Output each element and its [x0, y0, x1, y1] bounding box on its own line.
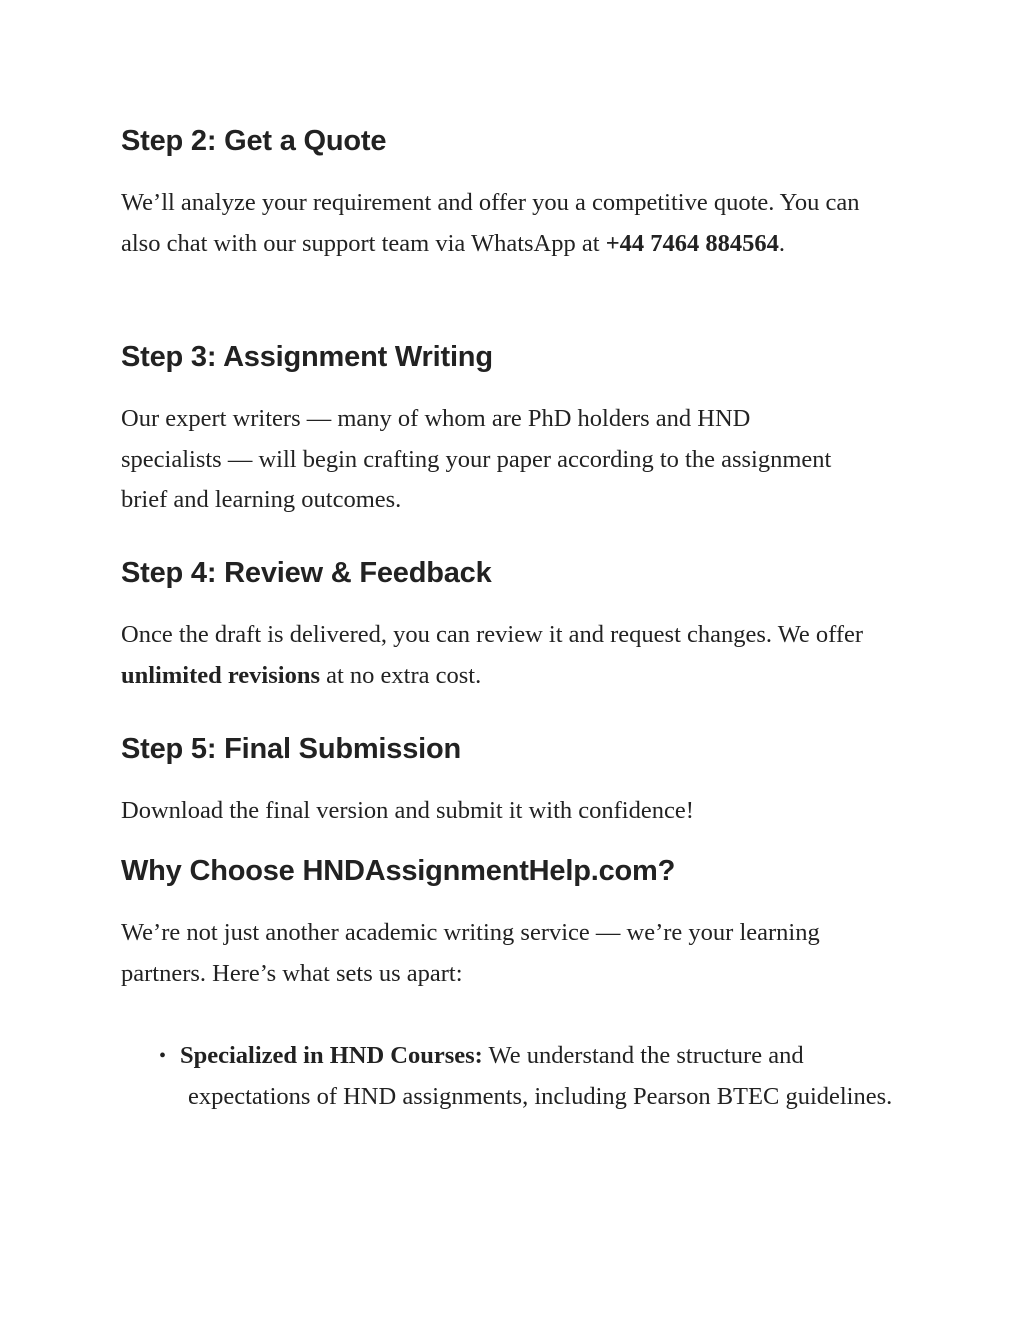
list-item — [121, 1036, 911, 1117]
step-2-heading: Step 2: Get a Quote — [121, 125, 387, 157]
step-2-text-end: . — [778, 229, 786, 257]
step-5-paragraph: Download the final version and submit it with confidence! — [121, 797, 694, 824]
bullet-icon: • — [159, 1045, 167, 1067]
step-2-text: We’ll analyze your requirement and offer you a competitive quote. You can also chat with our support team via WhatsApp at — [121, 189, 860, 257]
why-choose-heading: Why Choose HNDAssignmentHelp.com? — [121, 855, 676, 887]
step-4-text-end: at no extra cost. — [319, 661, 482, 689]
why-choose-intro: We’re not just another academic writing service — we’re your learning partners. Here’s what sets us apart: — [121, 919, 820, 987]
unlimited-revisions: unlimited revisions — [121, 661, 320, 689]
step-3-paragraph: Our expert writers — many of whom are PhD holders and HND specialists — will begin crafting your paper according to the assignment brief and learning outcomes. — [121, 405, 832, 513]
step-2-paragraph — [121, 183, 901, 264]
whatsapp-number: +44 7464 884564 — [605, 229, 779, 257]
step-3-heading: Step 3: Assignment Writing — [121, 341, 493, 373]
step-4-paragraph — [121, 615, 901, 696]
features-list — [121, 1036, 911, 1117]
step-4-text: Once the draft is delivered, you can review it and request changes. We offer — [121, 621, 864, 648]
step-4-heading: Step 4: Review & Feedback — [121, 557, 492, 589]
feature-title: Specialized in HND Courses: — [180, 1042, 483, 1069]
step-5-heading: Step 5: Final Submission — [121, 733, 462, 765]
feature-text: We understand the structure and expectations of HND assignments, including Pearson BTEC guidelines. — [188, 1042, 893, 1110]
